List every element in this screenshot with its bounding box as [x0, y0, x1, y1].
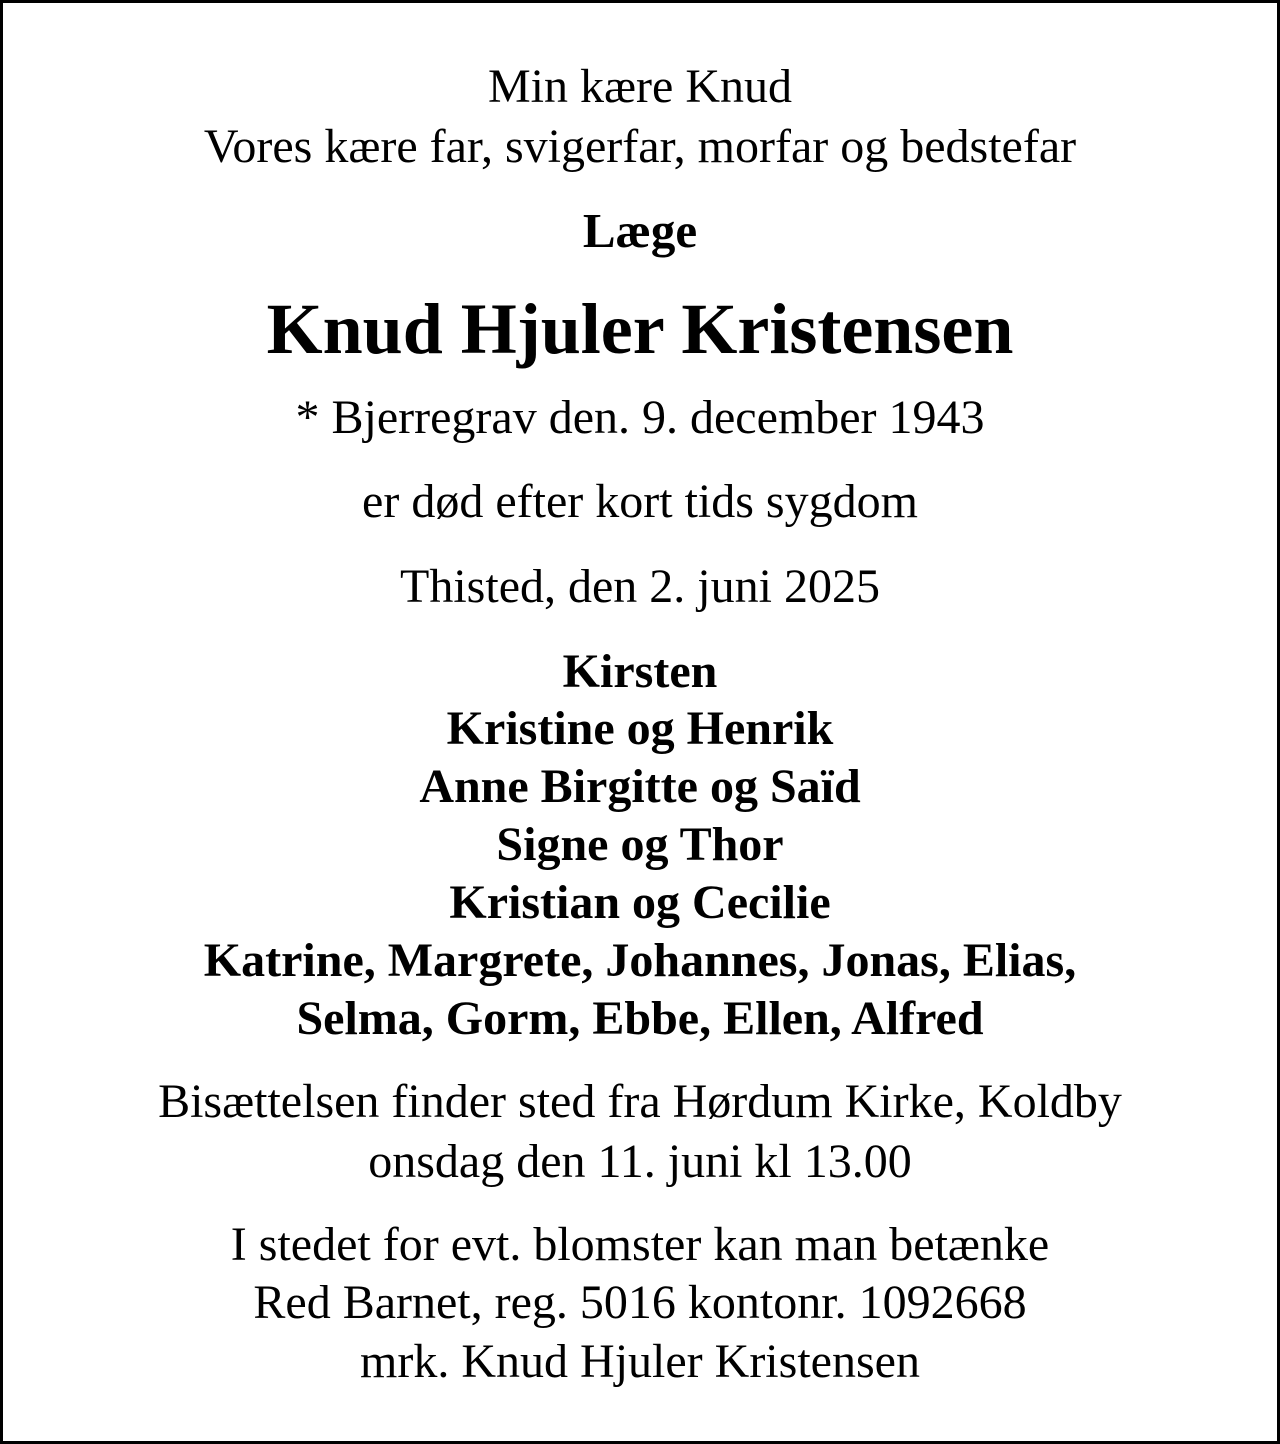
intro-line-1: Min kære Knud [488, 60, 792, 113]
intro-line-2: Vores kære far, svigerfar, morfar og bedstefar [203, 120, 1077, 173]
donation-line: I stedet for evt. blomster kan man betænke [230, 1218, 1050, 1271]
profession-title: Læge [582, 203, 698, 258]
family-line: Anne Birgitte og Saïd [419, 760, 861, 813]
family-line: Katrine, Margrete, Johannes, Jonas, Elias, [203, 934, 1077, 987]
deceased-name: Knud Hjuler Kristensen [266, 289, 1014, 369]
funeral-line: Bisættelsen finder sted fra Hørdum Kirke, Koldby [158, 1075, 1122, 1128]
family-line: Kirsten [562, 645, 718, 698]
family-line: Signe og Thor [496, 818, 784, 871]
family-line: Selma, Gorm, Ebbe, Ellen, Alfred [296, 992, 984, 1045]
place-date: Thisted, den 2. juni 2025 [400, 560, 880, 613]
death-note: er død efter kort tids sygdom [362, 475, 918, 528]
funeral-line: onsdag den 11. juni kl 13.00 [368, 1135, 912, 1188]
donation-line: mrk. Knud Hjuler Kristensen [360, 1335, 920, 1388]
birth-line: * Bjerregrav den. 9. december 1943 [295, 391, 985, 444]
family-line: Kristian og Cecilie [449, 876, 831, 929]
family-line: Kristine og Henrik [446, 702, 834, 755]
donation-line: Red Barnet, reg. 5016 kontonr. 1092668 [253, 1276, 1027, 1329]
